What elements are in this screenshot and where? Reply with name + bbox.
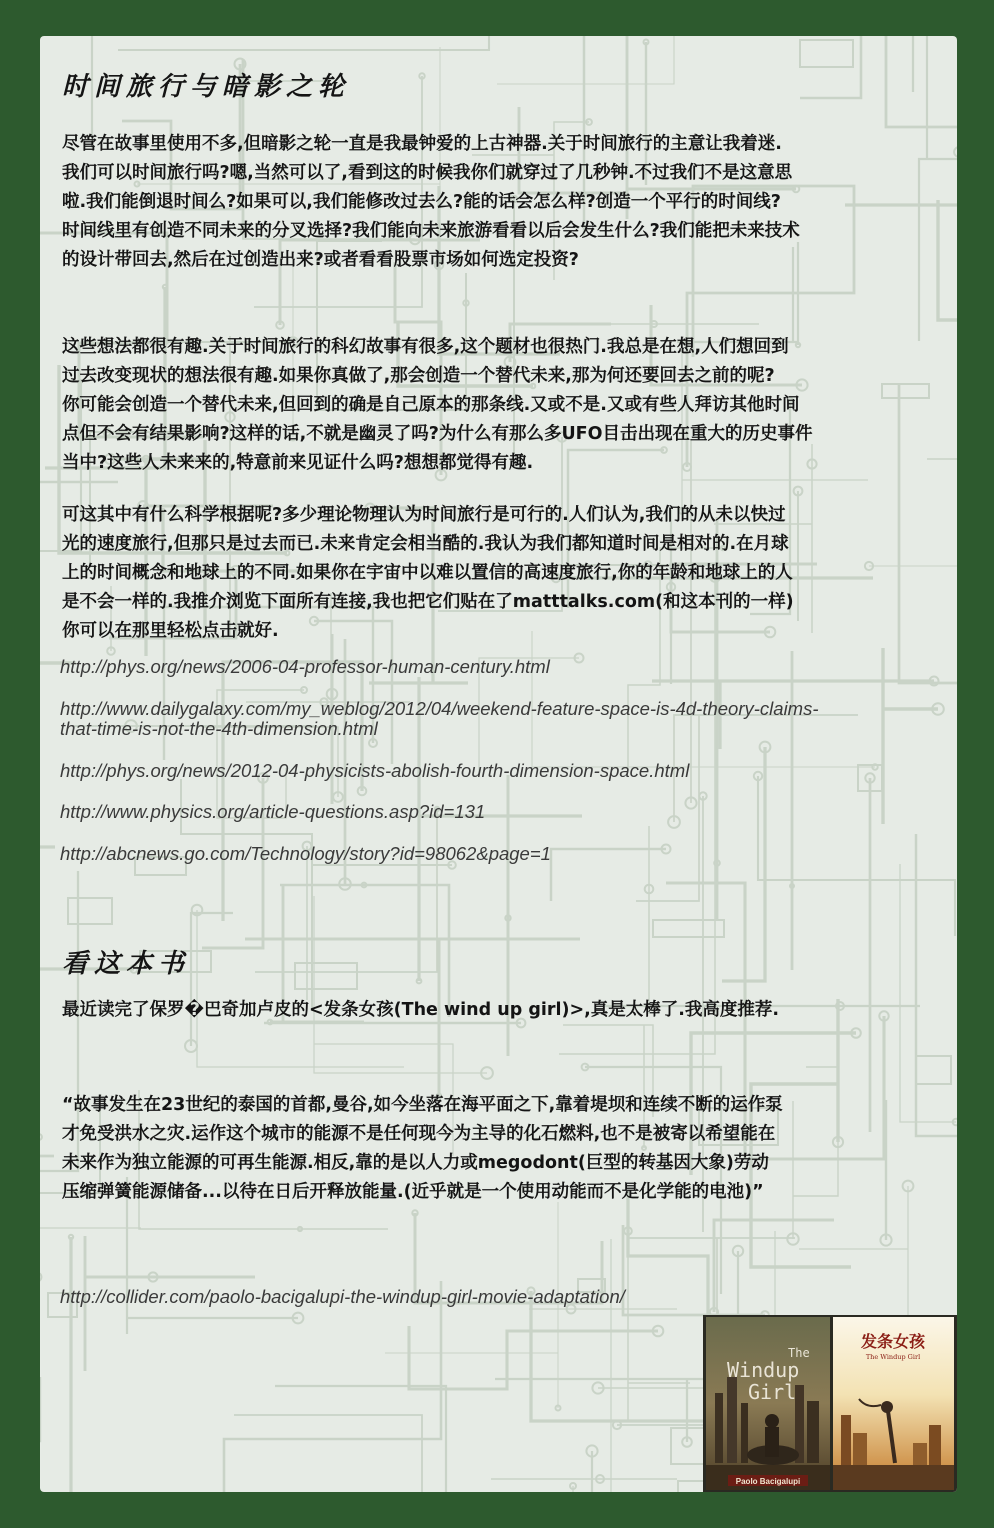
cn-cover-title: 发条女孩 [860,1332,926,1351]
english-book-cover [706,1317,830,1490]
book-covers [703,1315,957,1492]
section-title-time-travel: 时间旅行与暗影之轮 [62,72,351,102]
book-quote: “故事发生在23世纪的泰国的首都,曼谷,如今坐落在海平面之下,靠着堤坝和连续不断的运作泵 才免受洪水之灾.运作这个城市的能源不是任何现今为主导的化石燃料,也不是被寄以希望能在 未来作为独立能源的可再生能源.相反,靠的是以人力或megodont(巨型的转基因大象)劳动 压缩弹簧能源储备...以待在日后开释放能量.(近乎就是一个使用动能而不是化学能的电池)” [62,1095,783,1202]
cn-cover-subtitle: The Windup Girl [865,1353,921,1361]
reference-link-2[interactable]: http://www.dailygalaxy.com/my_weblog/2012/04/weekend-feature-space-is-4d-theory-claims- that-time-is-not-the-4th-dimension.html [60,698,819,739]
en-cover-the: The [788,1346,810,1360]
reference-link-5[interactable]: http://abcnews.go.com/Technology/story?id=98062&page=1 [60,843,551,864]
book-intro: 最近读完了保罗�巴奇加卢皮的<发条女孩(The wind up girl)>,真是太棒了.我高度推荐. [62,1000,780,1020]
chinese-book-cover [833,1317,954,1490]
paragraph-2: 这些想法都很有趣.关于时间旅行的科幻故事有很多,这个题材也很热门.我总是在想,人们想回到 过去改变现状的想法很有趣.如果你真做了,那会创造一个替代未来,那为何还要回去之前的呢? 你可能会创造一个替代未来,但回到的确是自己原本的那条线.又或不是.又或有些人拜访其他时间 点但不会有结果影响?这样的话,不就是幽灵了吗?为什么有那么多UFO目击出现在重大的历史事件 当中?这些人未来来的,特意前来见证什么吗?想想都觉得有趣. [62,337,813,473]
en-cover-windup: Windup [727,1358,800,1382]
article-panel [40,36,957,1492]
reference-link-3[interactable]: http://phys.org/news/2012-04-physicists-abolish-fourth-dimension-space.html [60,760,690,781]
en-cover-girl: Girl [748,1380,797,1404]
paragraph-1: 尽管在故事里使用不多,但暗影之轮一直是我最钟爱的上古神器.关于时间旅行的主意让我着迷. 我们可以时间旅行吗?嗯,当然可以了,看到这的时候我你们就穿过了几秒钟.不过我们不是这意思 啦.我们能倒退时间么?如果可以,我们能修改过去么?能的话会怎么样?创造一个平行的时间线? 时间线里有创造不同未来的分叉选择?我们能向未来旅游看看以后会发生什么?我们能把未来技术 的设计带回去,然后在过创造出来?或者看看股票市场如何选定投资? [62,134,800,270]
book-article-link[interactable]: http://collider.com/paolo-bacigalupi-the-windup-girl-movie-adaptation/ [60,1286,625,1307]
section-title-read-this-book: 看这本书 [62,949,191,979]
en-cover-author: Paolo Bacigalupi [735,1477,801,1486]
reference-link-1[interactable]: http://phys.org/news/2006-04-professor-human-century.html [60,656,550,677]
paragraph-3: 可这其中有什么科学根据呢?多少理论物理认为时间旅行是可行的.人们认为,我们的从未以快过 光的速度旅行,但那只是过去而已.未来肯定会相当酷的.我认为我们都知道时间是相对的.在月球 上的时间概念和地球上的不同.如果你在宇宙中以难以置信的高速度旅行,你的年龄和地球上的人 是不会一样的.我推介浏览下面所有连接,我也把它们贴在了matttalks.com(和这本刊的一样) 你可以在那里轻松点击就好. [62,505,794,641]
reference-link-4[interactable]: http://www.physics.org/article-questions.asp?id=131 [60,801,486,822]
